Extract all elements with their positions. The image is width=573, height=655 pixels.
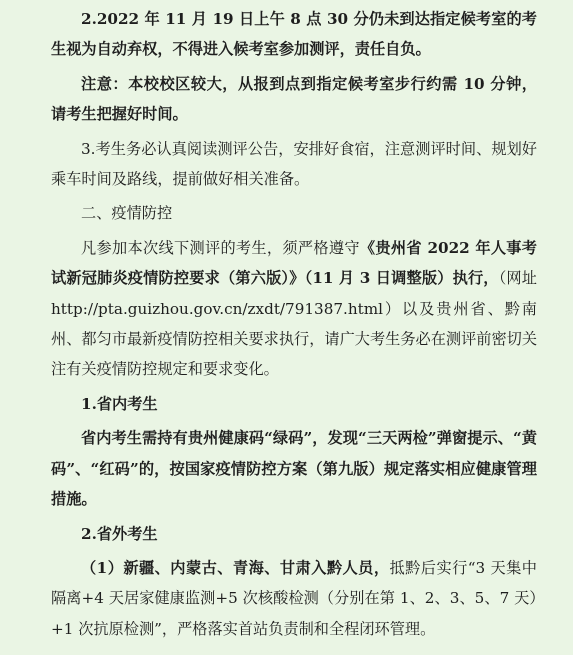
paragraph-out-of-province xyxy=(51,553,537,644)
requirements-lead: 凡参加本次线下测评的考生，须严格遵守 xyxy=(81,238,360,257)
requirements-url: （网址 http://pta.guizhou.gov.cn/zxdt/791387.html） xyxy=(51,269,537,318)
paragraph-arrival-deadline: 2.2022 年 11 月 19 日上午 8 点 30 分仍未到达指定候考室的考生视为自动弃权，不得进入候考室参加测评，责任自负。 xyxy=(51,10,537,59)
out-of-province-measures: 抵黔后实行“3 天集中隔离+4 天居家健康监测+5 次核酸检测（分别在第 1、2、3、5、7 天）+1 次抗原检测”，严格落实首站负责制和全程闭环管理。 xyxy=(51,558,537,638)
subheading-out-of-province: 2.省外考生 xyxy=(81,524,158,543)
paragraph-in-province: 省内考生需持有贵州健康码“绿码”，发现“三天两检”弹窗提示、“黄码”、“红码”的，按国家疫情防控方案（第九版）规定落实相应健康管理措施。 xyxy=(51,429,537,509)
paragraph-campus-note xyxy=(51,69,537,130)
note-text: 注意：本校校区较大，从报到点到指定候考室步行约需 10 分钟，请考生把握好时间。 xyxy=(51,74,537,124)
requirements-document-title: 《贵州省 2022 年人事考试新冠肺炎疫情防控要求（第六版）》（11 月 3 日调整版）执行， xyxy=(51,238,537,288)
requirements-rest: 以及贵州省、黔南州、都匀市最新疫情防控相关要求执行，请广大考生务必在测评前密切关注有关疫情防控规定和要求变化。 xyxy=(51,299,537,379)
section-heading-epidemic: 二、疫情防控 xyxy=(81,204,173,223)
paragraph-preparation: 3.考生务必认真阅读测评公告，安排好食宿，注意测评时间、规划好乘车时间及路线，提前做好相关准备。 xyxy=(51,139,537,189)
subheading-in-province: 1.省内考生 xyxy=(81,394,158,413)
out-of-province-regions: （1）新疆、内蒙古、青海、甘肃入黔人员， xyxy=(81,558,390,577)
paragraph-epidemic-requirements xyxy=(51,233,537,385)
